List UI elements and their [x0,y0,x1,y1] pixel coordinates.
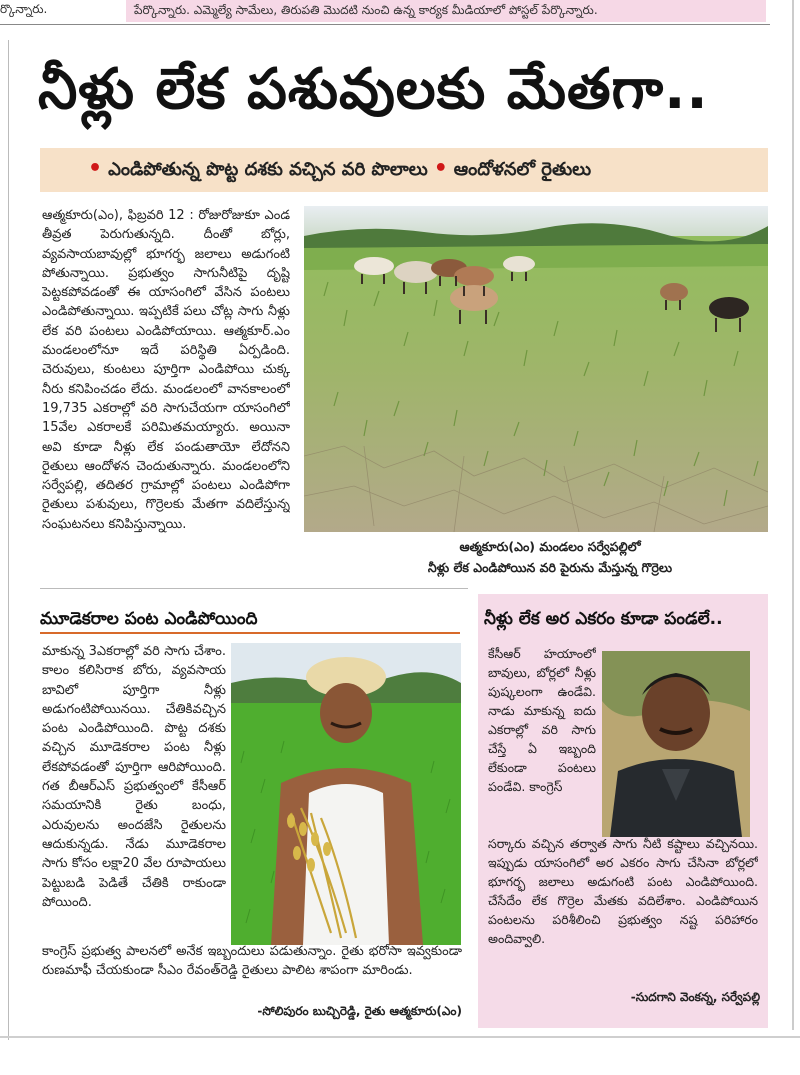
top-strip-left-text: ర్కొన్నారు. [0,2,48,16]
page-bottom-rule [0,1036,800,1038]
section-title-farmer-2: నీళ్లు లేక అర ఎకరం కూడా పండలే.. [484,609,723,629]
caption-line-1: ఆత్మకూరు(ఎం) మండలం సర్వేపల్లిలో [459,539,641,554]
farmer-1-quote-continued: కాంగ్రెస్ ప్రభుత్వ పాలనలో అనేక ఇబ్బందులు పడుతున్నాం. రైతు భరోసా ఇవ్వకుండా రుణమాఫీ చేయకుండా సీఎం రేవంత్‌రెడ్డి రైతులు పాలిట శాపంగా మారిండు. [42,944,462,979]
section-divider [40,588,468,589]
farmer-2-signature: -సుదగాని వెంకన్న, సర్వేపల్లి [630,990,760,1004]
bullet-dot-icon: • [433,156,448,181]
farmer-2-portrait-photo [602,651,750,837]
bullet-dot-icon: • [88,156,103,181]
farmer-1-quote-text: మాకున్న 3ఎకరాల్లో వరి సాగు చేశాం. కాలం కలిసిరాక బోరు, వ్యవసాయ బావిలో పూర్తిగా నీళ్లు అడుగంటిపోయినయి. చేతికివచ్చిన పంట ఎండిపోయింది. పొట్ట దశకు వచ్చిన మూడెకరాల పంట నీళ్లు లేకపోవడంతో పూర్తిగా ఆరిపోయింది. గత బీఆర్ఎస్ ప్రభుత్వంలో కేసీఆర్ సమయానికి రైతు బంధు, ఎరువులను అందజేసి రైతులను ఆదుకున్నడు. నేడు మూడెకరాల సాగు కోసం లక్షా20 వేల రూపాయలు పెట్టుబడి పెడితే చేతికి రాకుండా పోయింది. [42,644,226,910]
subheadline-bar [40,148,768,192]
left-column-rule [8,40,9,1040]
main-story-text: ఆత్మకూరు(ఎం), ఫిబ్రవరి 12 : రోజురోజుకూ ఎండ తీవ్రత పెరుగుతున్నది. దీంతో బోర్లు, వ్యవసాయబావుల్లో భూగర్భ జలాలు అడుగంటి పోతున్నాయి. ప్రభుత్వం సాగునీటిపై దృష్టి పెట్టకపోవడంతో ఈ యాసంగిలో వేసిన పంటలు ఎండిపోతున్నాయి. ఇప్పటికే పలు చోట్ల సాగు నీళ్లు లేక వరి పంటలు ఎండిపోయాయి. ఆత్మకూర్.ఎం మండలంలోనూ ఇదే పరిస్థితి ఏర్పడింది. చెరువులు, కుంటలు పూర్తిగా ఎండిపోయి చుక్క నీరు కనిపించడం లేదు. మండలంలో వానకాలంలో 19,735 ఎకరాల్లో వరి సాగుచేయగా యాసంగిలో 15వేల ఎకరాలకే పరిమితమయ్యారు. అయినా అవి కూడా నీళ్లు లేక పండుతాయో లేదోనని రైతులు ఆందోళన చెందుతున్నారు. మండలంలోని సర్వేపల్లి, తదితర గ్రామాల్లో పంటలు ఎండిపోగా రైతులు పశువులు, గొర్రెలకు మేతగా వదిలేస్తున్న సంఘటనలు కనిపిస్తున్నాయి. [42,208,290,532]
headline: నీళ్లు లేక పశువులకు మేతగా.. [38,57,709,122]
top-divider [0,24,770,25]
farmer-with-paddy-photo [231,643,461,945]
section-title-farmer-1: మూడెకరాల పంట ఎండిపోయింది [40,604,460,634]
subhead-point-2: ఆందోళనలో రైతులు [453,159,592,180]
top-strip-right-text: పేర్కొన్నారు. ఎమ్మెల్యే సామేలు, తిరుపతి మొదటి నుంచి ఉన్న కార్యక మీడియాలో పోస్టల్ పేర్కొన్నారు. [126,0,766,22]
subhead-point-1: ఎండిపోతున్న పొట్ట దశకు వచ్చిన వరి పొలాలు [108,159,428,180]
farmer-1-signature: -సోలిపురం బుచ్చిరెడ్డి, రైతు ఆత్మకూరు(ఎం) [257,1004,462,1018]
caption-line-2: నీళ్లు లేక ఎండిపోయిన వరి పైరును మేస్తున్న గొర్రెలు [427,560,673,575]
goats-grazing-photo [304,206,768,532]
farmer-2-quote-continued: సర్కారు వచ్చిన తర్వాత సాగు నీటి కష్టాలు వచ్చినయి. ఇప్పుడు యాసంగిలో అర ఎకరం సాగు చేసినా బోర్లలో భూగర్భ జలాలు అడుగంటి పంట ఎండిపోయింది. చేసేదేం లేక గొర్రెల మేతకు వదిలేశాం. ఎండిపోయిన పంటలను పరిశీలించి ప్రభుత్వం నష్ట పరిహారం అందివ్వాలి. [488,836,758,946]
photo-caption [380,536,720,580]
right-page-edge [792,0,794,1030]
farmer-2-quote-text: కేసీఆర్ హయాంలో బావులు, బోర్లలో నీళ్లు పుష్కలంగా ఉండేవి. నాడు మాకున్న ఐదు ఎకరాల్లో వరి సాగు చేస్తే ఏ ఇబ్బంది లేకుండా పంటలు పండేవి. కాంగ్రెస్ [488,646,596,794]
